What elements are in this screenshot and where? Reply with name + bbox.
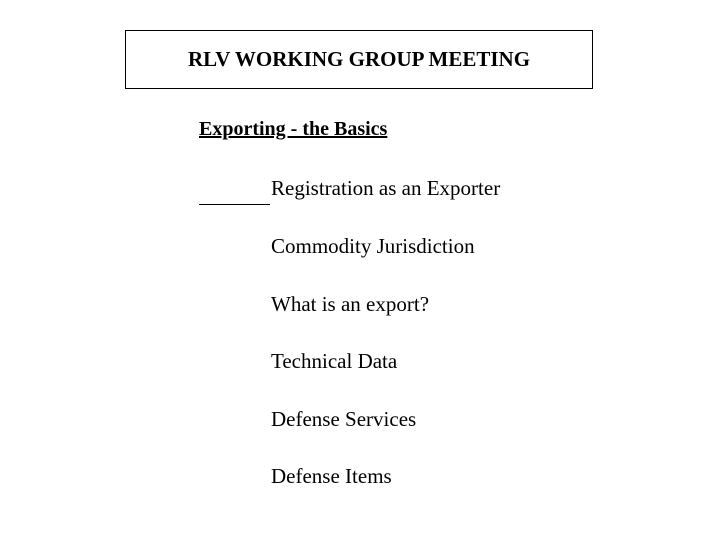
- blank-underline: [199, 204, 270, 205]
- list-item-registration: Registration as an Exporter: [271, 176, 501, 200]
- slide-title: RLV WORKING GROUP MEETING: [187, 47, 531, 71]
- list-item-technical-data: Technical Data: [271, 349, 398, 373]
- list-item-what-is-export: What is an export?: [271, 292, 430, 316]
- title-box: [125, 30, 593, 89]
- list-item-defense-services: Defense Services: [271, 407, 417, 431]
- list-item-commodity-jurisdiction: Commodity Jurisdiction: [271, 234, 475, 258]
- list-item-defense-items: Defense Items: [271, 464, 392, 488]
- section-heading: Exporting - the Basics: [199, 118, 388, 140]
